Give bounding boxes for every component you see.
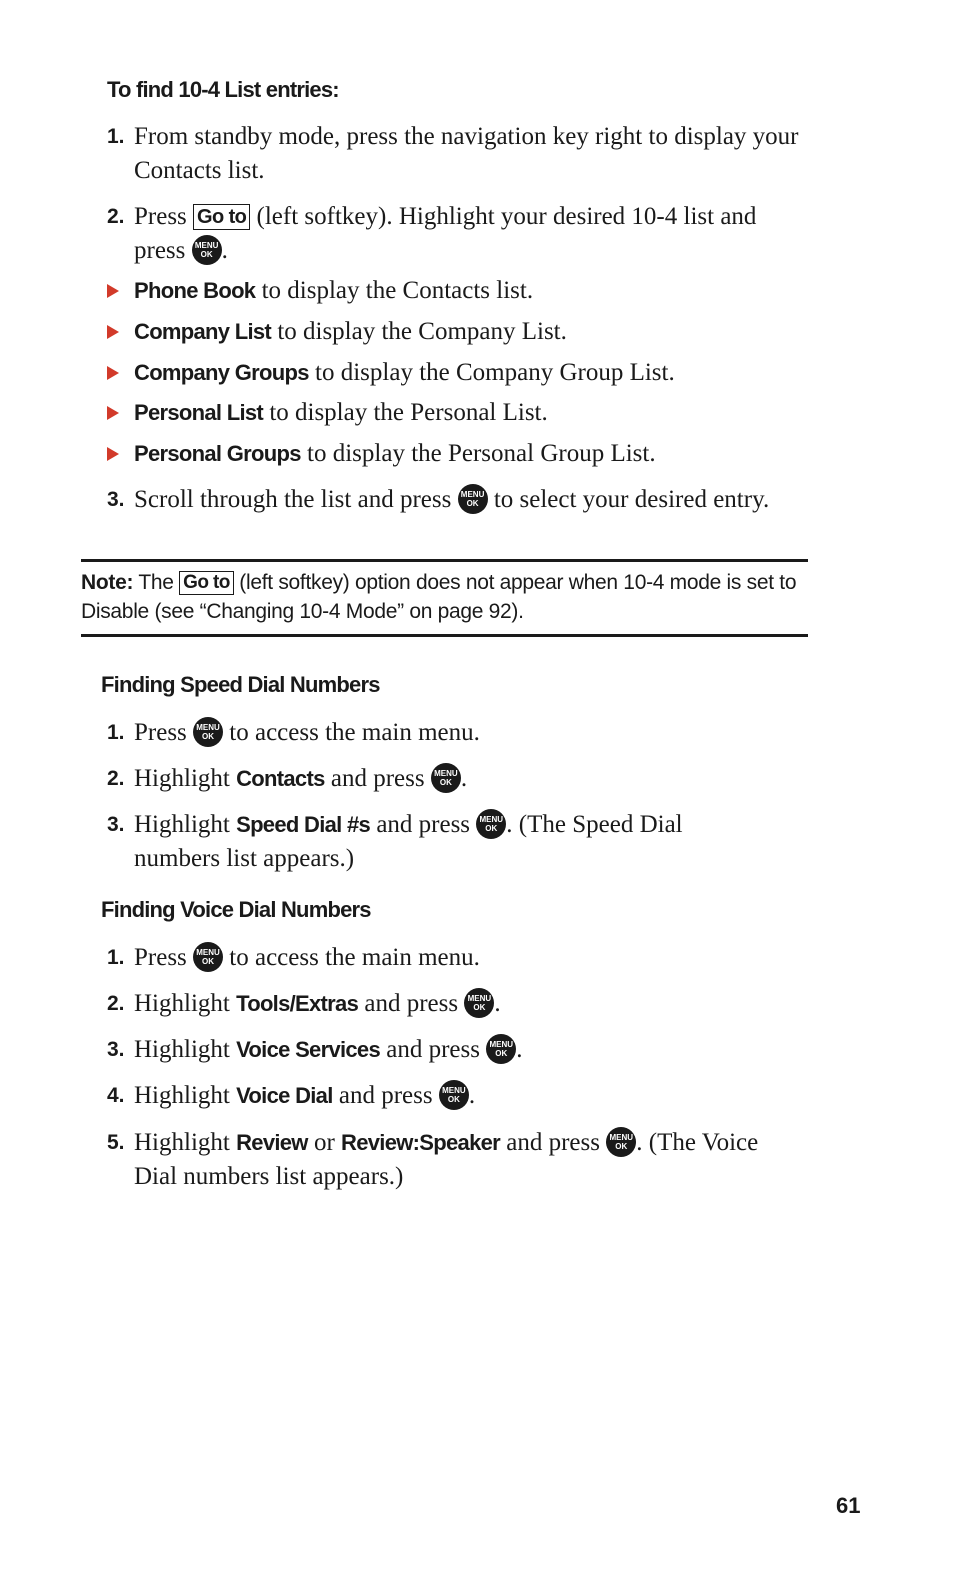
text-fragment: Highlight (134, 1082, 237, 1109)
menu-ok-key-icon: MENU OK (431, 763, 461, 793)
keyword: Review:Speaker (341, 1130, 501, 1155)
menu-ok-key-icon: MENU OK (193, 942, 223, 972)
keyword: Voice Services (236, 1037, 380, 1062)
text-fragment: and press (500, 1129, 607, 1156)
section-heading-speed-dial: Finding Speed Dial Numbers (101, 672, 380, 697)
text-fragment: Press (134, 203, 194, 230)
bullet-item (107, 274, 807, 308)
menu-ok-key-icon: MENU OK (464, 988, 494, 1018)
text-fragment: Press (134, 944, 194, 971)
step-number: 2. (107, 205, 125, 228)
text-fragment: . (The Speed Dial numbers list appears.) (134, 811, 683, 872)
text-fragment: to select your desired entry. (487, 486, 770, 513)
step-number: 5. (107, 1131, 125, 1154)
text-fragment: Press (134, 719, 194, 746)
note-bottom-rule (81, 634, 808, 637)
bullet-item (107, 315, 807, 349)
text-fragment: and press (370, 811, 477, 838)
text-fragment: . (460, 765, 468, 792)
step-number: 2. (107, 992, 125, 1015)
step-2 (107, 987, 807, 1021)
step-number: 1. (107, 946, 125, 969)
note-text: (left softkey) option does not appear when 10-4 mode is set to Disable (see “Changing 10-4 Mode” on page 92). (81, 571, 797, 623)
goto-softkey-label: Go to (193, 204, 250, 230)
step-1 (107, 941, 807, 975)
keyword: Company Groups (134, 360, 309, 385)
step-text (134, 1033, 807, 1067)
step-2 (107, 762, 807, 796)
step-number: 2. (107, 767, 125, 790)
step-3 (107, 808, 807, 876)
step-text (134, 941, 807, 975)
step-4 (107, 1079, 807, 1113)
text-fragment: and press (332, 1082, 439, 1109)
step-5 (107, 1126, 807, 1194)
text-fragment: Highlight (134, 811, 237, 838)
section-heading-10-4-list: To find 10-4 List entries: (107, 77, 339, 102)
triangle-bullet-icon (107, 325, 119, 339)
step-3 (107, 483, 807, 517)
step-number: 1. (107, 721, 125, 744)
keyword: Phone Book (134, 278, 256, 303)
step-number: 4. (107, 1084, 125, 1107)
menu-ok-key-icon: MENU OK (476, 809, 506, 839)
menu-ok-key-icon: MENU OK (192, 235, 222, 265)
text-fragment: and press (324, 765, 431, 792)
step-1 (107, 120, 807, 188)
menu-ok-key-icon: MENU OK (486, 1034, 516, 1064)
text-fragment: . (The Voice Dial numbers list appears.) (134, 1129, 759, 1190)
step-1 (107, 716, 807, 750)
menu-ok-key-icon: MENU OK (458, 484, 488, 514)
text-fragment: Highlight (134, 990, 237, 1017)
text-fragment: Highlight (134, 1129, 237, 1156)
step-text (134, 483, 807, 517)
text-fragment: and press (380, 1036, 487, 1063)
note-top-rule (81, 559, 808, 562)
bullet-text: to display the Company List. (271, 318, 567, 345)
bullet-item (107, 437, 807, 471)
triangle-bullet-icon (107, 447, 119, 461)
step-text (134, 987, 807, 1021)
menu-ok-key-icon: MENU OK (439, 1080, 469, 1110)
step-text (134, 716, 807, 750)
step-number: 3. (107, 813, 125, 836)
keyword: Review (236, 1130, 308, 1155)
text-fragment: (left softkey). Highlight your desired 10-4 list and press (134, 203, 757, 264)
menu-ok-key-icon: MENU OK (606, 1127, 636, 1157)
triangle-bullet-icon (107, 366, 119, 380)
bullet-item (107, 356, 807, 390)
keyword: Tools/Extras (236, 991, 359, 1016)
section-heading-voice-dial: Finding Voice Dial Numbers (101, 897, 371, 922)
bullet-text: to display the Personal Group List. (300, 440, 656, 467)
text-fragment: or (307, 1129, 342, 1156)
text-fragment: to access the main menu. (223, 719, 480, 746)
bullet-item (107, 396, 807, 430)
goto-softkey-label: Go to (179, 571, 234, 595)
text-fragment: . (468, 1082, 476, 1109)
text-fragment: to access the main menu. (223, 944, 480, 971)
text-fragment: . (494, 990, 501, 1017)
keyword: Personal Groups (134, 441, 301, 466)
bullet-text: to display the Contacts list. (255, 277, 534, 304)
text-fragment: Highlight (134, 765, 237, 792)
step-text (134, 1126, 807, 1194)
keyword: Contacts (236, 766, 325, 791)
step-number: 3. (107, 488, 125, 511)
note-text: The (133, 571, 180, 594)
step-text (134, 200, 807, 268)
keyword: Personal List (134, 400, 264, 425)
step-number: 3. (107, 1038, 125, 1061)
step-number: 1. (107, 125, 125, 148)
step-text (134, 762, 807, 796)
note-box (81, 568, 808, 626)
text-fragment: . (221, 237, 228, 264)
menu-ok-key-icon: MENU OK (193, 717, 223, 747)
bullet-text: to display the Personal List. (263, 399, 548, 426)
keyword: Voice Dial (236, 1083, 333, 1108)
bullet-text: to display the Company Group List. (308, 359, 675, 386)
step-text (134, 808, 724, 876)
text-fragment: . (516, 1036, 523, 1063)
text-fragment: and press (358, 990, 465, 1017)
note-label: Note: (81, 571, 134, 594)
keyword: Company List (134, 319, 272, 344)
page-number: 61 (836, 1493, 861, 1518)
text-fragment: Scroll through the list and press (134, 486, 458, 513)
keyword: Speed Dial #s (236, 812, 371, 837)
step-2 (107, 200, 807, 268)
triangle-bullet-icon (107, 284, 119, 298)
text-fragment: Highlight (134, 1036, 237, 1063)
step-text (134, 1079, 807, 1113)
step-3 (107, 1033, 807, 1067)
triangle-bullet-icon (107, 406, 119, 420)
step-text: From standby mode, press the navigation key right to display your Contacts list. (134, 123, 799, 184)
